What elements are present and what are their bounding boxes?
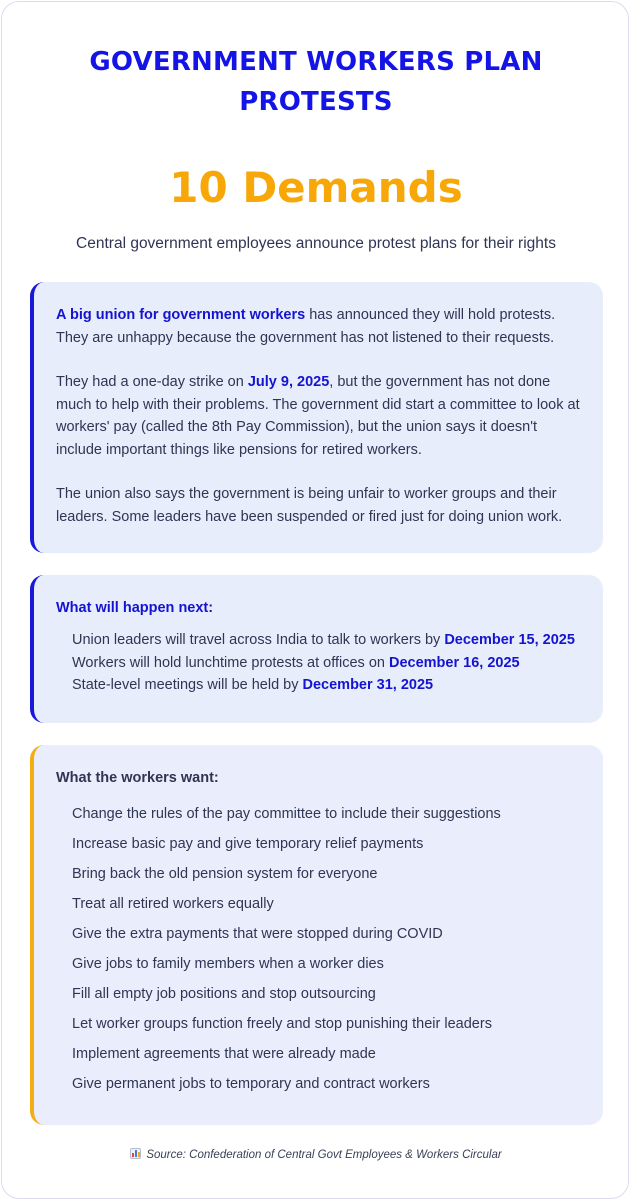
list-item	[72, 629, 581, 652]
list-item-text: Workers will hold lunchtime protests at offices on	[72, 654, 389, 671]
list-item: Give permanent jobs to temporary and contract workers	[72, 1076, 430, 1092]
next-steps-list	[56, 629, 581, 697]
list-item: Give the extra payments that were stopped during COVID	[72, 926, 443, 942]
list-item: Increase basic pay and give temporary relief payments	[72, 836, 424, 852]
headline: 10 Demands	[169, 163, 463, 212]
list-item: Treat all retired workers equally	[72, 896, 274, 912]
list-item	[72, 674, 581, 697]
intro-card	[30, 282, 603, 553]
intro-paragraph-1-text: has announced they will hold protests. They are unhappy because the government has not listened to their requests.	[56, 307, 556, 346]
list-item	[72, 652, 581, 675]
union-highlight: A big union for government workers	[56, 307, 306, 323]
list-item: Change the rules of the pay committee to include their suggestions	[72, 806, 501, 822]
list-item-text: State-level meetings will be held by	[72, 677, 303, 693]
source-text: Source: Confederation of Central Govt Employees & Workers Circular	[146, 1149, 502, 1161]
source-note	[2, 1147, 630, 1163]
list-item: Give jobs to family members when a worker dies	[72, 956, 384, 972]
intro-paragraph-2	[56, 371, 581, 461]
next-steps-card	[30, 575, 603, 723]
intro-paragraph-2-text-a: They had a one-day strike on	[56, 374, 248, 390]
intro-paragraph-2-text-b: , but the government has not done much to help with their problems. The government did start a committee to look at workers' pay (called the 8th Pay Commission), but the union says it doesn't include important things like pensions for retired workers.	[56, 374, 580, 458]
next-steps-heading: What will happen next:	[56, 600, 214, 616]
list-item-date: December 31, 2025	[302, 677, 434, 693]
list-item: Bring back the old pension system for everyone	[72, 866, 378, 882]
demands-card	[30, 745, 603, 1125]
demands-heading: What the workers want:	[56, 770, 219, 786]
demands-list	[56, 803, 581, 1103]
subtitle: Central government employees announce protest plans for their rights	[76, 235, 556, 252]
list-item: Fill all empty job positions and stop outsourcing	[72, 986, 376, 1002]
list-item-date: December 15, 2025	[444, 632, 575, 648]
intro-paragraph-1	[56, 304, 581, 349]
infographic-page	[1, 1, 629, 1199]
strike-date: July 9, 2025	[247, 374, 330, 390]
intro-paragraph-3: The union also says the government is being unfair to worker groups and their leaders. Some leaders have been suspended or fired just for doing union work.	[56, 486, 563, 525]
list-item: Implement agreements that were already made	[72, 1046, 376, 1062]
list-item-date: December 16, 2025	[389, 654, 520, 671]
bar-chart-icon	[130, 1148, 141, 1159]
page-title: GOVERNMENT WORKERS PLAN PROTESTS	[89, 47, 543, 117]
list-item: Let worker groups function freely and stop punishing their leaders	[72, 1016, 492, 1032]
list-item-text: Union leaders will travel across India to talk to workers by	[72, 632, 445, 648]
